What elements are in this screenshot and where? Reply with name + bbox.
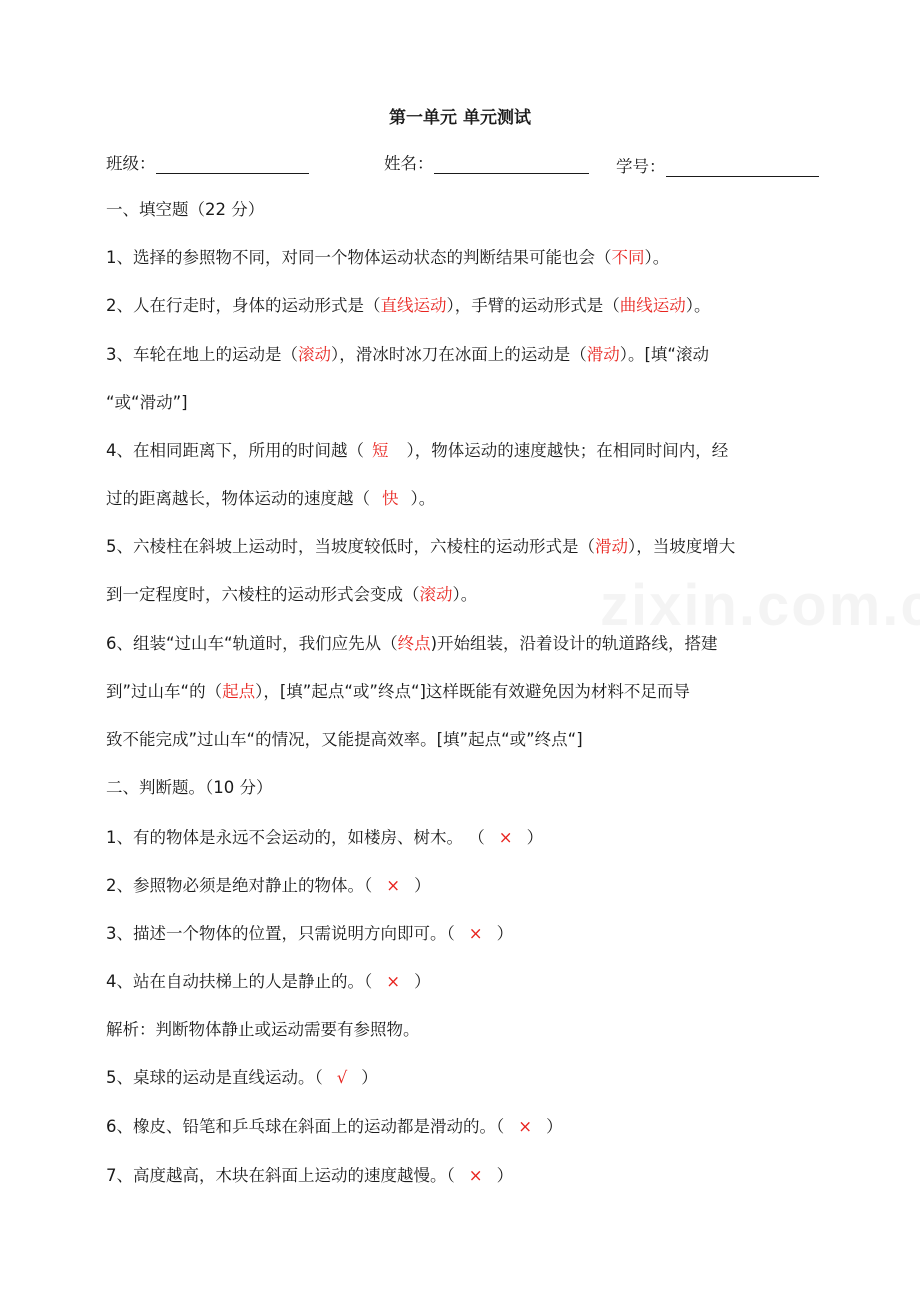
judge-item-1: 1、有的物体是永远不会运动的，如楼房、树木。 （ × ） (106, 828, 544, 847)
answer: 不同 (611, 248, 645, 267)
analysis-note: 解析：判断物体静止或运动需要有参照物。 (106, 1020, 420, 1039)
fill-q6-line1: 6、组装“过山车“轨道时，我们应先从（终点)开始组装，沿着设计的轨道路线，搭建 (106, 634, 718, 653)
answer: 曲线运动 (619, 296, 686, 315)
watermark (600, 572, 920, 639)
name-blank (434, 151, 589, 174)
judge-item-3: 3、描述一个物体的位置，只需说明方向即可。（ × ） (106, 924, 514, 943)
judge-mark: × (386, 972, 401, 991)
answer: 滑动 (586, 345, 620, 364)
judge-mark: × (498, 828, 513, 847)
section2-heading: 二、判断题。（10 分） (106, 778, 273, 797)
answer: 短 (372, 441, 389, 460)
fill-q5-line1: 5、六棱柱在斜坡上运动时，当坡度较低时，六棱柱的运动形式是（滑动），当坡度增大 (106, 537, 736, 556)
judge-mark: √ (336, 1068, 348, 1087)
name-label: 姓名： (384, 154, 434, 173)
class-label: 班级： (106, 154, 156, 173)
judge-item-2: 2、参照物必须是绝对静止的物体。（ × ） (106, 876, 431, 895)
judge-mark: × (518, 1117, 533, 1136)
judge-item-5: 5、桌球的运动是直线运动。（ √ ） (106, 1068, 378, 1087)
fill-q6-line2: 到”过山车“的（起点），[填”起点“或”终点“]这样既能有效避免因为材料不足而导 (106, 682, 690, 701)
name-field (384, 150, 589, 174)
fill-q3-line1: 3、车轮在地上的运动是（滚动），滑冰时冰刀在冰面上的运动是（滑动）。[填“滚动 (106, 345, 709, 364)
fill-q6-line3: 致不能完成”过山车“的情况，又能提高效率。[填”起点“或”终点“] (106, 730, 583, 749)
class-blank (156, 151, 309, 174)
judge-item-4: 4、站在自动扶梯上的人是静止的。（ × ） (106, 972, 431, 991)
id-blank (666, 150, 819, 177)
fill-q4-line1: 4、在相同距离下，所用的时间越（ 短 ），物体运动的速度越快；在相同时间内，经 (106, 441, 729, 460)
id-label: 学号： (616, 157, 666, 176)
answer: 终点 (397, 634, 431, 653)
judge-item-7: 7、高度越高，木块在斜面上运动的速度越慢。（ × ） (106, 1166, 514, 1185)
fill-q5-line2: 到一定程度时，六棱柱的运动形式会变成（滚动）。 (106, 585, 478, 604)
answer: 直线运动 (380, 296, 447, 315)
fill-q4-line2: 过的距离越长，物体运动的速度越（ 快 ）。 (106, 489, 436, 508)
judge-mark: × (468, 924, 483, 943)
answer: 滚动 (419, 585, 453, 604)
student-info-row (0, 150, 920, 182)
answer: 滚动 (298, 345, 331, 364)
page-title: 第一单元 单元测试 (389, 108, 531, 128)
class-field (106, 150, 309, 174)
student-id-field (616, 150, 819, 177)
judge-mark: × (386, 876, 401, 895)
judge-item-6: 6、橡皮、铅笔和乒乓球在斜面上的运动都是滑动的。（ × ） (106, 1117, 563, 1136)
answer: 快 (382, 489, 399, 508)
answer: 滑动 (595, 537, 628, 556)
fill-q1: 1、选择的参照物不同，对同一个物体运动状态的判断结果可能也会（不同）。 (106, 248, 670, 267)
fill-q3-line2: “或“滑动”] (106, 393, 188, 412)
fill-q2: 2、人在行走时，身体的运动形式是（直线运动），手臂的运动形式是（曲线运动）。 (106, 296, 711, 315)
section1-heading: 一、填空题（22 分） (106, 200, 265, 219)
answer: 起点 (222, 682, 256, 701)
judge-mark: × (468, 1166, 483, 1185)
